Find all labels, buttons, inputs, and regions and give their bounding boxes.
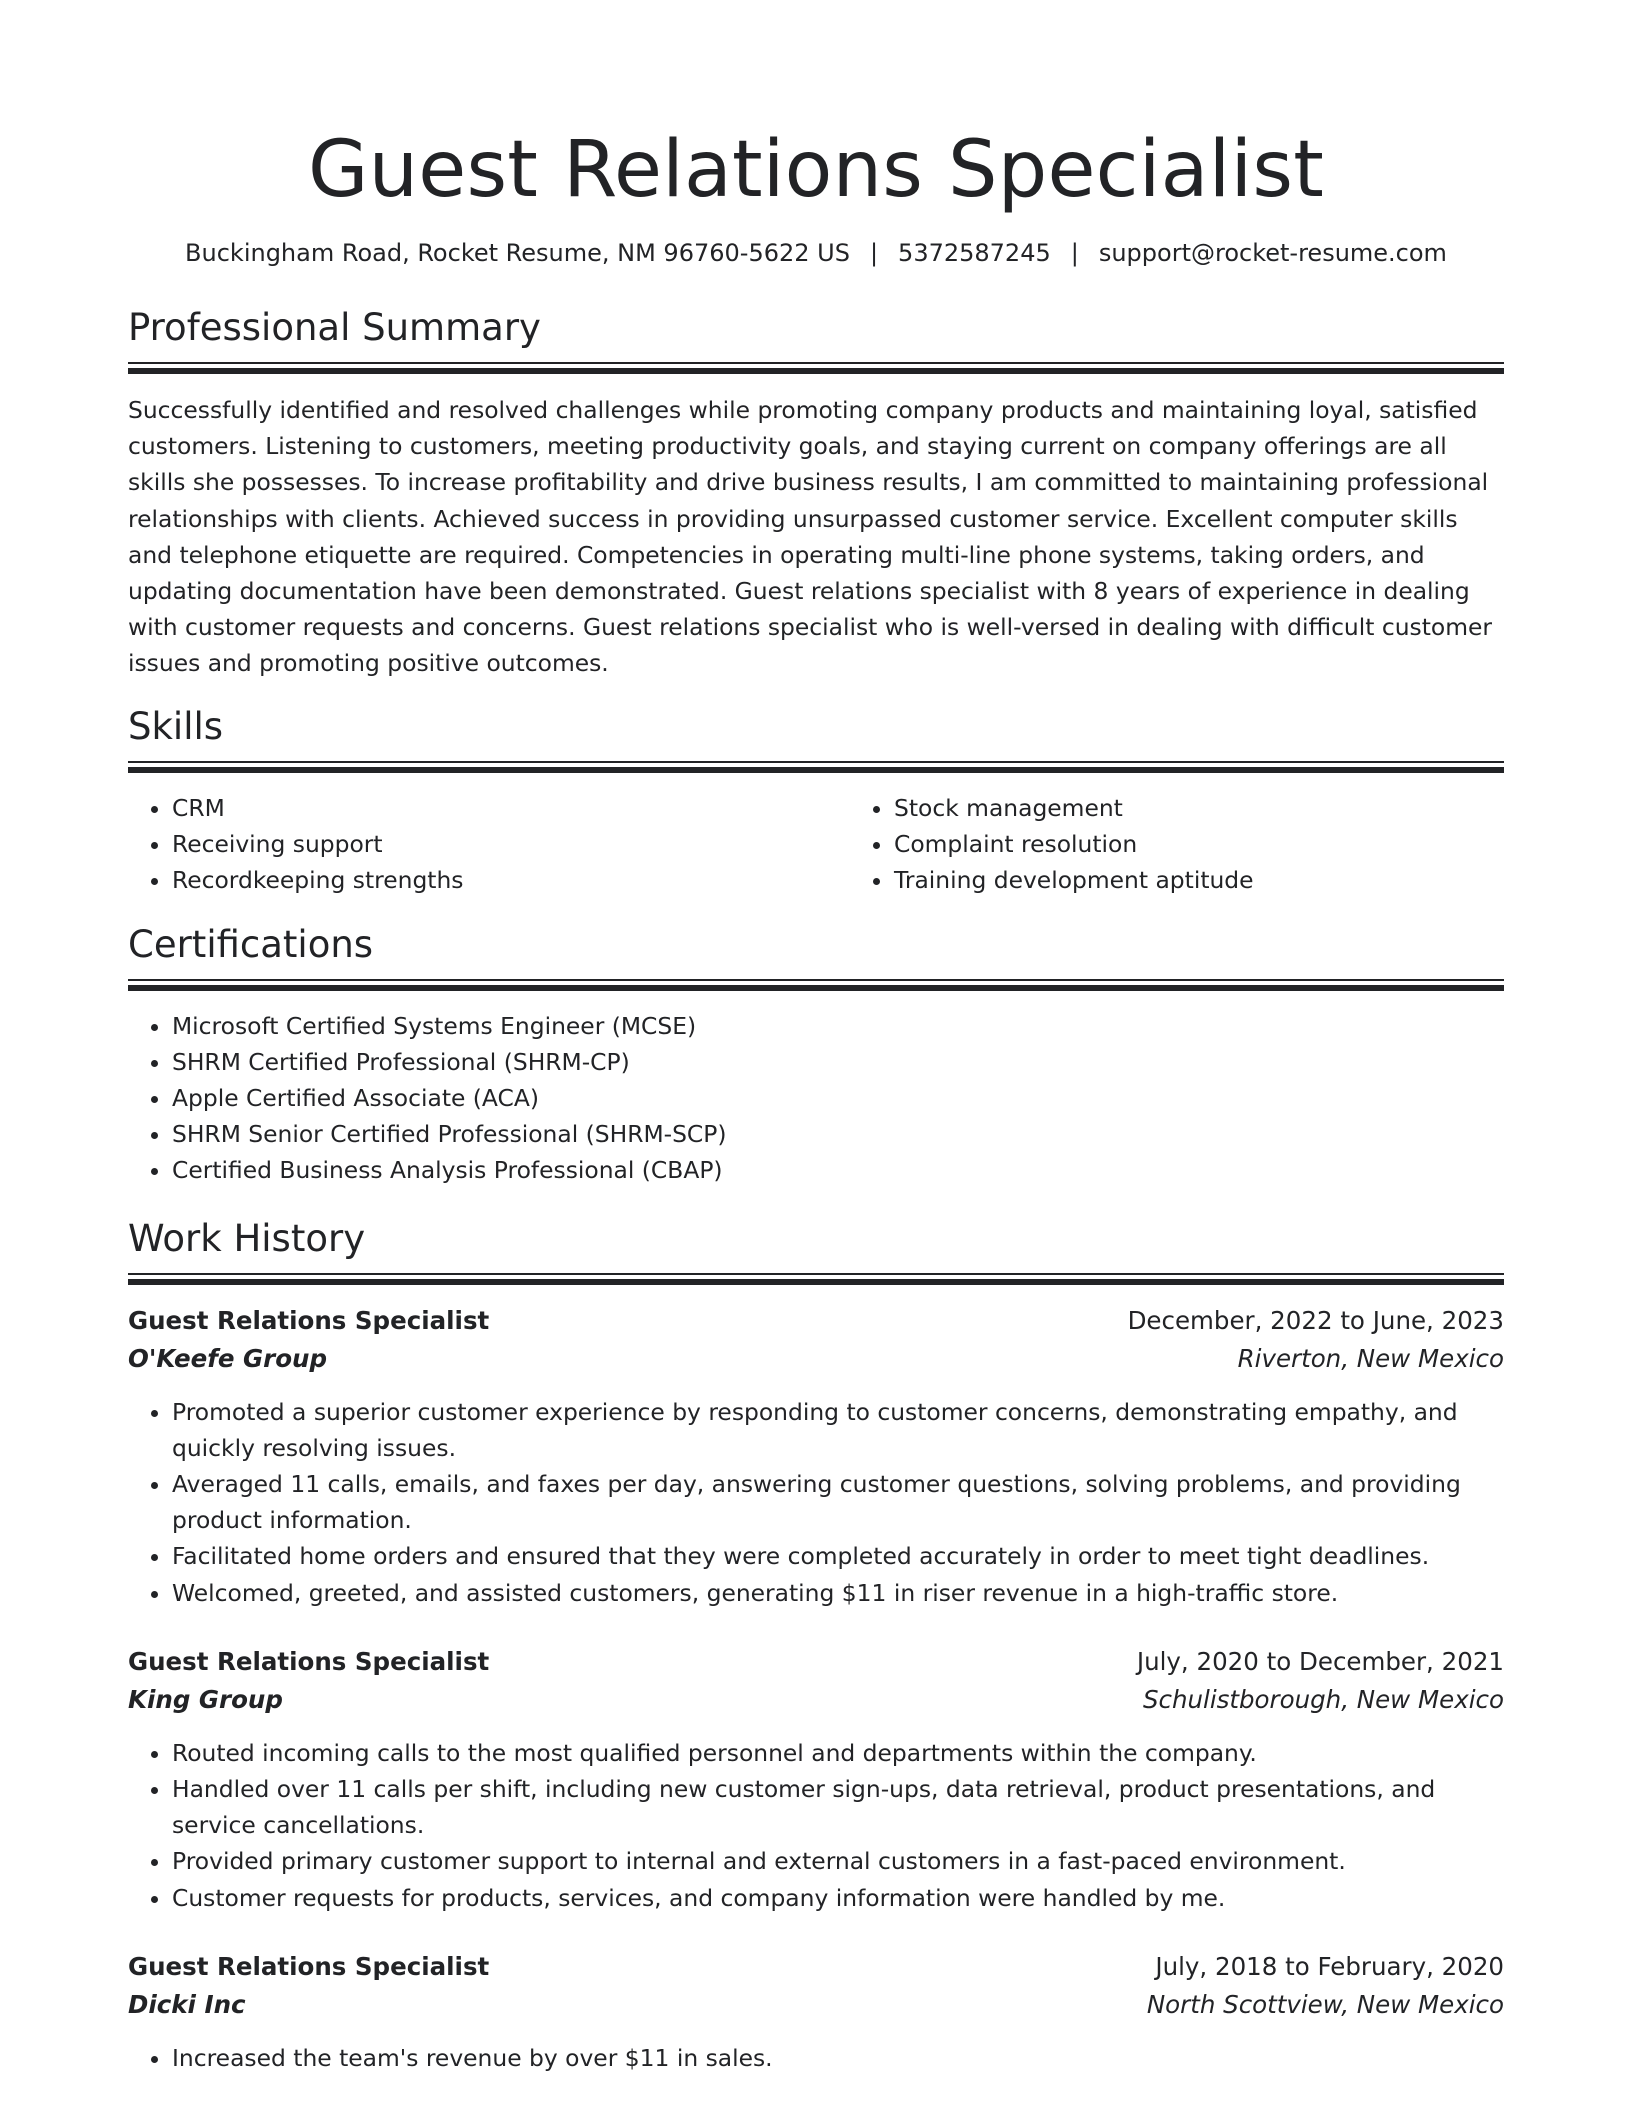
list-item: • Certified Business Analysis Professional (CBAP) — [172, 1152, 1504, 1188]
job-bullets — [128, 2040, 1504, 2076]
skills-grid — [128, 790, 1504, 899]
section-title-summary: Professional Summary — [128, 306, 541, 349]
phone: 5372587245 — [898, 239, 1051, 267]
job-title: Guest Relations Specialist — [128, 1305, 490, 1335]
job-bullets — [128, 1394, 1504, 1611]
summary-section — [128, 306, 1504, 682]
email-link[interactable]: support@rocket-resume.com — [1098, 239, 1447, 267]
list-item: • Training development aptitude — [894, 862, 1572, 898]
contact-separator: | — [869, 239, 879, 267]
list-item: • Receiving support — [172, 826, 850, 862]
list-item: • SHRM Senior Certified Professional (SHRM-SCP) — [172, 1116, 1504, 1152]
job-entry — [128, 1948, 1504, 2076]
list-item: • Recordkeeping strengths — [172, 862, 850, 898]
list-item: • Routed incoming calls to the most qualified personnel and departments within the company. — [172, 1735, 1504, 1771]
list-item: • Apple Certified Associate (ACA) — [172, 1080, 1504, 1116]
job-dates: December, 2022 to June, 2023 — [1127, 1305, 1504, 1335]
section-divider — [128, 362, 1504, 373]
job-company: O'Keefe Group — [128, 1343, 328, 1373]
job-title: Guest Relations Specialist — [128, 1951, 490, 1981]
list-item: • Handled over 11 calls per shift, including new customer sign-ups, data retrieval, product presentations, and service cancellations. — [172, 1771, 1504, 1843]
list-item: • Stock management — [894, 790, 1572, 826]
list-item: • Increased the team's revenue by over $11 in sales. — [172, 2040, 1504, 2076]
job-location: Riverton, New Mexico — [1237, 1343, 1504, 1373]
contact-separator: | — [1070, 239, 1079, 267]
work-history-section — [128, 1217, 1504, 2076]
skills-list-right — [850, 790, 1572, 899]
list-item: • Customer requests for products, services, and company information were handled by me. — [172, 1880, 1504, 1916]
job-dates: July, 2018 to February, 2020 — [1155, 1951, 1504, 1981]
list-item: • CRM — [172, 790, 850, 826]
job-bullets — [128, 1735, 1504, 1916]
summary-text: Successfully identified and resolved challenges while promoting company products and maintaining loyal, satisfied customers. Listening to customers, meeting productivity goals, and staying current on company offerings are all skills she possesses. To increase profitability and drive business results, I am committed to maintaining professional relationships with clients. Achieved success in providing unsurpassed customer service. Excellent computer skills and telephone etiquette are required. Competencies in operating multi-line phone systems, taking orders, and updating documentation have been demonstrated. Guest relations specialist with 8 years of experience in dealing with customer requests and concerns. Guest relations specialist who is well-versed in dealing with difficult customer issues and promoting positive outcomes. — [128, 396, 1492, 678]
job-location: North Scottview, New Mexico — [1146, 1989, 1504, 2019]
candidate-name: Guest Relations Specialist — [307, 125, 1324, 215]
list-item: • Microsoft Certified Systems Engineer (MCSE) — [172, 1008, 1504, 1044]
job-dates: July, 2020 to December, 2021 — [1136, 1646, 1504, 1676]
list-item: • Complaint resolution — [894, 826, 1572, 862]
list-item: • Averaged 11 calls, emails, and faxes per day, answering customer questions, solving problems, and providing product information. — [172, 1466, 1504, 1538]
contact-line — [128, 238, 1504, 268]
section-divider — [128, 1273, 1504, 1284]
skills-list-left — [128, 790, 850, 899]
job-title: Guest Relations Specialist — [128, 1646, 490, 1676]
section-title-certifications: Certifications — [128, 922, 374, 966]
resume-page — [128, 0, 1504, 2076]
list-item: • Provided primary customer support to internal and external customers in a fast-paced environment. — [172, 1843, 1504, 1879]
job-company: King Group — [128, 1684, 283, 1714]
list-item: • SHRM Certified Professional (SHRM-CP) — [172, 1044, 1504, 1080]
job-company: Dicki Inc — [128, 1989, 246, 2019]
list-item: • Promoted a superior customer experience by responding to customer concerns, demonstrating empathy, and quickly resolving issues. — [172, 1394, 1504, 1466]
section-divider — [128, 761, 1504, 772]
list-item: • Welcomed, greeted, and assisted customers, generating $11 in riser revenue in a high-traffic store. — [172, 1575, 1504, 1611]
section-title-skills: Skills — [128, 705, 224, 749]
certifications-section — [128, 923, 1504, 1189]
job-location: Schulistborough, New Mexico — [1142, 1684, 1504, 1714]
job-entry — [128, 1302, 1504, 1611]
skills-section — [128, 705, 1504, 899]
list-item: • Facilitated home orders and ensured that they were completed accurately in order to meet tight deadlines. — [172, 1538, 1504, 1574]
certifications-list — [128, 1008, 1504, 1189]
job-entry — [128, 1643, 1504, 1916]
section-divider — [128, 979, 1504, 990]
section-title-work-history: Work History — [128, 1216, 366, 1260]
address: Buckingham Road, Rocket Resume, NM 96760-5622 US — [185, 239, 850, 267]
